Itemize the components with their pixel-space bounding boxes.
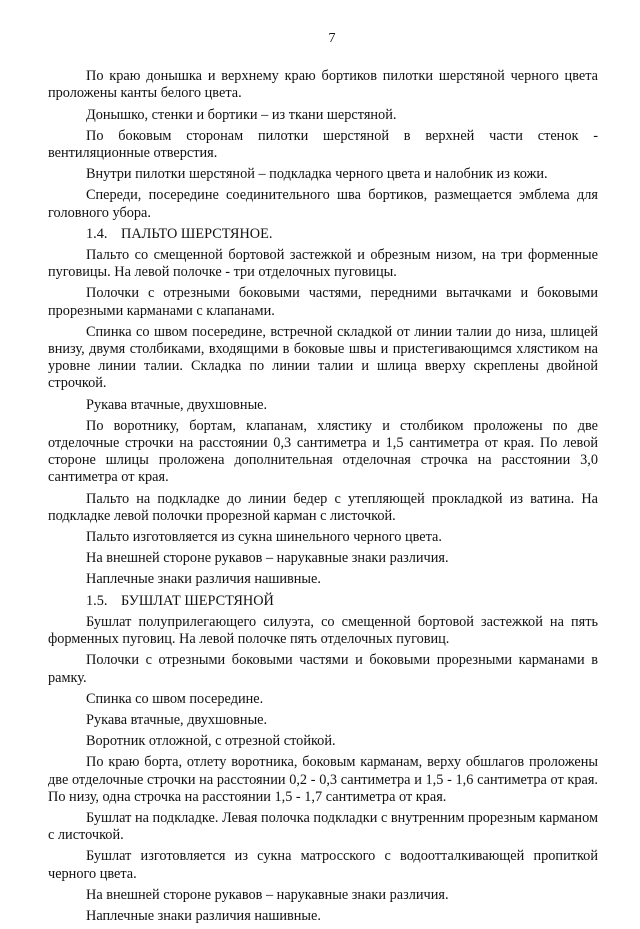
paragraph-peacoat-fabric: Бушлат изготовляется из сукна матросского с водоотталкивающей пропиткой черного цвета. — [48, 848, 598, 882]
paragraph-peacoat-shoulder-insignia: Наплечные знаки различия нашивные. — [86, 907, 321, 924]
paragraph-peacoat-back: Спинка со швом посередине. — [86, 690, 264, 707]
paragraph-peacoat-fronts: Полочки с отрезными боковыми частями и боковыми прорезными карманами в рамку. — [48, 652, 598, 686]
section-title: БУШЛАТ ШЕРСТЯНОЙ — [121, 592, 274, 609]
page-number: 7 — [328, 31, 336, 46]
document-page — [48, 30, 598, 929]
paragraph-peacoat-sleeves: Рукава втачные, двухшовные. — [86, 711, 268, 728]
paragraph-peacoat-collar: Воротник отложной, с отрезной стойкой. — [86, 733, 336, 750]
paragraph-cap-piping: По краю донышка и верхнему краю бортиков пилотки шерстяной черного цвета проложены канты белого цвета. — [48, 68, 598, 102]
paragraph-coat-fronts: Полочки с отрезными боковыми частями, передними вытачками и боковыми прорезными карманами с клапанами. — [48, 285, 598, 319]
paragraph-coat-closure: Пальто со смещенной бортовой застежкой и обрезным низом, на три форменные пуговицы. На левой полочке - три отделочных пуговицы. — [48, 247, 598, 281]
paragraph-peacoat-stitching: По краю борта, отлету воротника, боковым карманам, верху обшлагов проложены две отделочные строчки на расстоянии 0,2 - 0,3 сантиметра и 1,5 - 1,6 сантиметра от края. По низу, одна строчка на расстоянии 1,5 - 1,7 сантиметра от края. — [48, 754, 598, 805]
paragraph-cap-emblem: Спереди, посередине соединительного шва бортиков, размещается эмблема для головного убора. — [48, 187, 598, 221]
paragraph-coat-back: Спинка со швом посередине, встречной складкой от линии талии до низа, шлицей внизу, двумя столбиками, входящими в боковые швы и пристегивающимся хлястиком на уровне линии талии. Складка по линии талии и шлица вверху скреплены двойной строчкой. — [48, 323, 598, 392]
paragraph-coat-fabric: Пальто изготовляется из сукна шинельного черного цвета. — [86, 529, 442, 546]
paragraph-cap-material: Донышко, стенки и бортики – из ткани шерстяной. — [86, 106, 397, 123]
section-title: ПАЛЬТО ШЕРСТЯНОЕ. — [121, 225, 273, 242]
section-number: 1.4. — [86, 225, 108, 242]
section-number: 1.5. — [86, 592, 108, 609]
paragraph-coat-stitching: По воротнику, бортам, клапанам, хлястику и столбиком проложены по две отделочные строчки на расстоянии 0,3 сантиметра и 1,5 сантиметра от края. По левой стороне шлицы проложена дополнительная отделочная строчка на расстоянии 3,0 сантиметра от края. — [48, 417, 598, 486]
paragraph-peacoat-sleeve-insignia: На внешней стороне рукавов – нарукавные знаки различия. — [86, 886, 449, 903]
paragraph-cap-vents: По боковым сторонам пилотки шерстяной в верхней части стенок - вентиляционные отверстия. — [48, 127, 598, 162]
paragraph-cap-lining: Внутри пилотки шерстяной – подкладка черного цвета и налобник из кожи. — [86, 166, 548, 183]
paragraph-coat-sleeve-insignia: На внешней стороне рукавов – нарукавные знаки различия. — [86, 550, 449, 567]
paragraph-coat-shoulder-insignia: Наплечные знаки различия нашивные. — [86, 571, 321, 588]
paragraph-peacoat-silhouette: Бушлат полуприлегающего силуэта, со смещенной бортовой застежкой на пять форменных пуговиц. На левой полочке пять отделочных пуговиц. — [48, 613, 598, 648]
paragraph-coat-sleeves: Рукава втачные, двухшовные. — [86, 396, 268, 413]
section-heading-coat — [48, 226, 598, 243]
paragraph-coat-lining: Пальто на подкладке до линии бедер с утепляющей прокладкой из ватина. На подкладке левой полочки прорезной карман с листочкой. — [48, 490, 598, 524]
paragraph-peacoat-lining: Бушлат на подкладке. Левая полочка подкладки с внутренним прорезным карманом с листочкой. — [48, 809, 598, 844]
section-heading-peacoat — [48, 593, 598, 610]
